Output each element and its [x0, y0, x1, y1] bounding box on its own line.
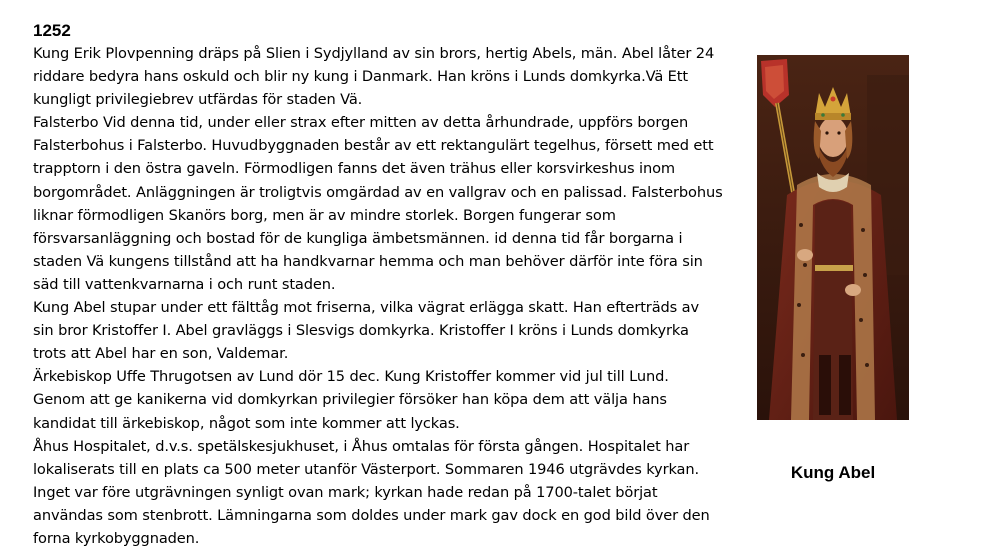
- paragraph-falsterbo: Falsterbo Vid denna tid, under eller strax efter mitten av detta århundrade, uppförs borgen Falsterbohus i Falsterbo. Huvudbyggnaden består av ett rektangulärt tegelhus, försett med ett trapptorn i den östra gaveln. Förmodligen fanns det även trähus eller korsvirkeshus inom borgområdet. Anläggningen är troligtvis omgärdad av en vallgrav och en palissad. Falsterbohus liknar förmodligen Skanörs borg, men är av mindre storlek. Borgen fungerar som försvarsanläggning och bostad för de kungliga ämbetsmännen. id denna tid får borgarna i staden Vä kungens tillstånd att ha handkvarnar hemma och man behöver därför inte föra sin säd till vattenkvarnarna i och runt staden.: [33, 114, 723, 293]
- paragraph-arkebiskop: Ärkebiskop Uffe Thrugotsen av Lund dör 15 dec. Kung Kristoffer kommer vid jul till Lund. Genom att ge kanikerna vid domkyrkan privilegier försöker han köpa dem att välja hans kandidat till ärkebiskop, något som inte kommer att lyckas.: [33, 368, 669, 432]
- text-block: [33, 20, 723, 550]
- paragraph-ahus: Åhus Hospitalet, d.v.s. spetälskesjukhuset, i Åhus omtalas för första gången. Hospitalet har lokaliserats till en plats ca 500 meter utanför Västerport. Sommaren 1946 utgrävdes kyrkan. Inget var före utgrävningen synligt ovan mark; kyrkan hade redan på 1700-talet börjat användas som stenbrott. Lämningarna som doldes under mark gav dock en god bild över den forna kyrkobyggnaden.: [33, 437, 710, 547]
- portrait-caption: Kung Abel: [790, 463, 876, 482]
- paragraph-erik-plovpenning: Kung Erik Plovpenning dräps på Slien i Sydjylland av sin brors, hertig Abels, män. Abel låter 24 riddare bedyra hans oskuld och blir ny kung i Danmark. Han kröns i Lunds domkyrka.Vä Ett kungligt privilegiebrev utfärdas för staden Vä.: [33, 45, 715, 109]
- paragraph-kung-abel: Kung Abel stupar under ett fälttåg mot friserna, vilka vägrat erlägga skatt. Han efterträds av sin bror Kristoffer I. Abel gravläggs i Slesvigs domkyrka. Kristoffer I kröns i Lunds domkyrka trots att Abel har en son, Valdemar.: [33, 299, 699, 363]
- year-heading: 1252: [33, 21, 71, 40]
- portrait-image: [757, 55, 909, 420]
- portrait-painting: [757, 55, 909, 420]
